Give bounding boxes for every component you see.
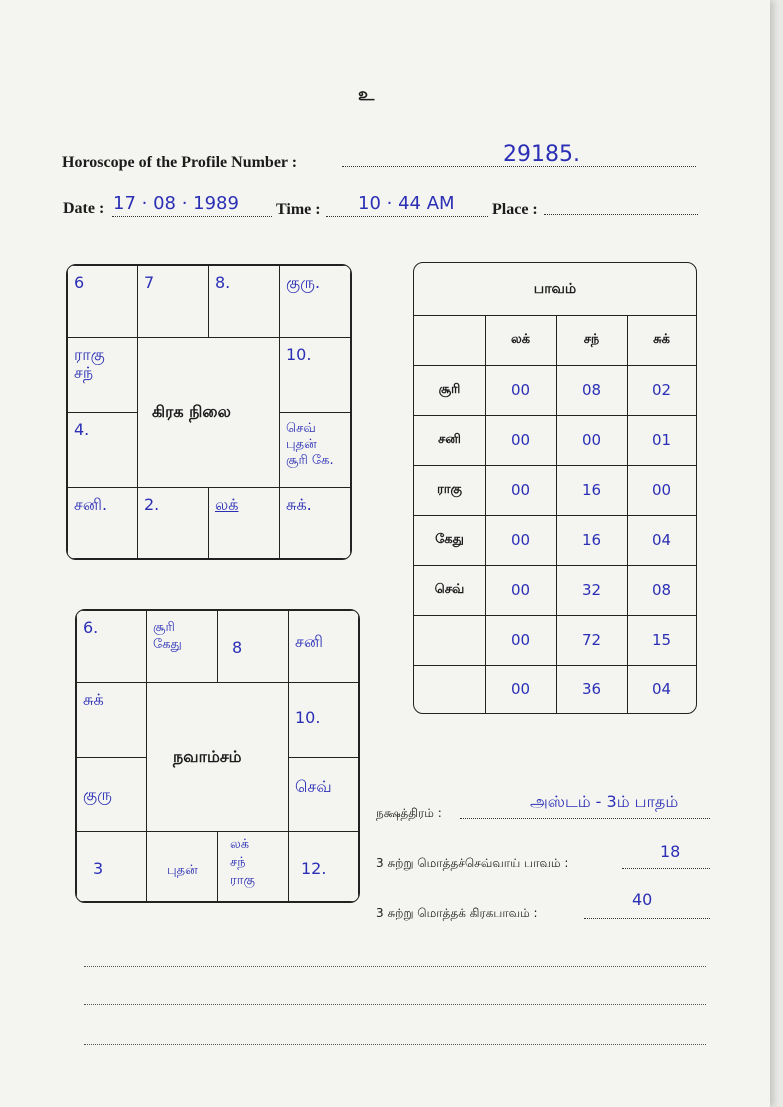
bhavam-col-header: சுக் [627,315,696,366]
bhavam-corner-cell [414,315,486,366]
bhavam-value: 01 [627,415,696,466]
blank-line [84,966,706,967]
bhavam-value: 08 [556,365,628,416]
navamsa-center-label: நவாம்சம் [173,747,242,766]
graha-bhavam-value: 40 [632,890,653,909]
bhavam-title: பாவம் [414,263,696,316]
rasi-cell: லக் [208,487,280,559]
date-label: Date : [63,200,105,217]
rasi-cell: 8. [208,265,280,338]
bhavam-row-label [414,615,486,666]
date-line [112,216,272,217]
rasi-cell: 7 [137,265,209,338]
graha-bhavam-label: 3 சுற்று மொத்தக் கிரகபாவம் : [376,906,538,920]
rasi-cell: ராகு சந் [67,337,138,413]
navamsa-cell: 3 [76,831,147,902]
bhavam-value: 00 [627,465,696,516]
navamsa-cell: 10. [288,682,359,758]
navamsa-chart [75,609,360,903]
place-line [544,214,698,215]
navamsa-cell: சுக் [76,682,147,758]
bhavam-row-label [414,665,486,713]
nakshatra-line [460,818,710,819]
rasi-cell: 6 [67,265,138,338]
blank-line [84,1004,706,1005]
rasi-cell: குரு. [279,265,351,338]
time-label: Time : [276,201,321,218]
bhavam-value: 04 [627,515,696,566]
bhavam-value: 00 [485,665,557,713]
navamsa-cell: குரு [76,757,147,832]
bhavam-value: 00 [485,465,557,516]
bhavam-col-header: சந் [556,315,628,366]
time-value: 10 · 44 AM [358,193,455,214]
bhavam-value: 08 [627,565,696,616]
place-label: Place : [492,201,538,218]
navamsa-center-cell [146,682,289,832]
bhavam-value: 36 [556,665,628,713]
bhavam-col-header: லக் [485,315,557,366]
bhavam-value: 02 [627,365,696,416]
bhavam-value: 15 [627,615,696,666]
time-line [326,216,488,217]
bhavam-row-label: கேது [414,515,486,566]
sevvai-bhavam-label: 3 சுற்று மொத்தச்செவ்வாய் பாவம் : [376,856,569,870]
navamsa-cell: 6. [76,610,147,683]
nakshatra-label: நக்ஷத்திரம் : [376,806,442,820]
sevvai-bhavam-value: 18 [660,842,681,861]
rasi-cell: சுக். [279,487,351,559]
bhavam-table [413,262,697,714]
bhavam-value: 00 [485,365,557,416]
bhavam-value: 00 [485,565,557,616]
navamsa-cell: 12. [288,831,359,902]
blank-line [84,1044,706,1045]
bhavam-row-label: சனி [414,415,486,466]
bhavam-value: 16 [556,515,628,566]
rasi-cell: செவ் புதன் சூரி கே. [279,412,351,488]
bhavam-value: 00 [485,415,557,466]
bhavam-value: 00 [556,415,628,466]
rasi-cell: 4. [67,412,138,488]
bhavam-value: 00 [485,615,557,666]
rasi-cell: சனி. [67,487,138,559]
navamsa-cell: லக் சந் ராகு [217,831,289,902]
bhavam-row-label: ராகு [414,465,486,516]
sevvai-bhavam-line [622,868,710,869]
rasi-center-cell [137,337,280,488]
profile-number-value: 29185. [503,142,580,167]
graha-bhavam-line [584,918,710,919]
bhavam-value: 04 [651,680,672,698]
rasi-cell: 2. [137,487,209,559]
navamsa-cell: புதன் [146,831,218,902]
bhavam-value: 72 [556,615,628,666]
bhavam-value: 00 [485,515,557,566]
navamsa-cell: சூரி கேது [146,610,218,683]
navamsa-cell: 8 [217,610,289,683]
bhavam-value: 32 [556,565,628,616]
top-mark: உ [358,84,375,104]
rasi-center-label: கிரக நிலை [152,402,231,421]
bhavam-value: 16 [556,465,628,516]
profile-number-label: Horoscope of the Profile Number : [62,154,298,171]
rasi-cell: 10. [279,337,351,413]
navamsa-cell: சனி [288,610,359,683]
navamsa-cell: செவ் [288,757,359,832]
nakshatra-value: அஸ்டம் - 3ம் பாதம் [530,792,679,811]
bhavam-row-label: செவ் [414,565,486,616]
date-value: 17 · 08 · 1989 [113,193,239,214]
rasi-chart [66,264,352,560]
bhavam-row-label: சூரி [414,365,486,416]
